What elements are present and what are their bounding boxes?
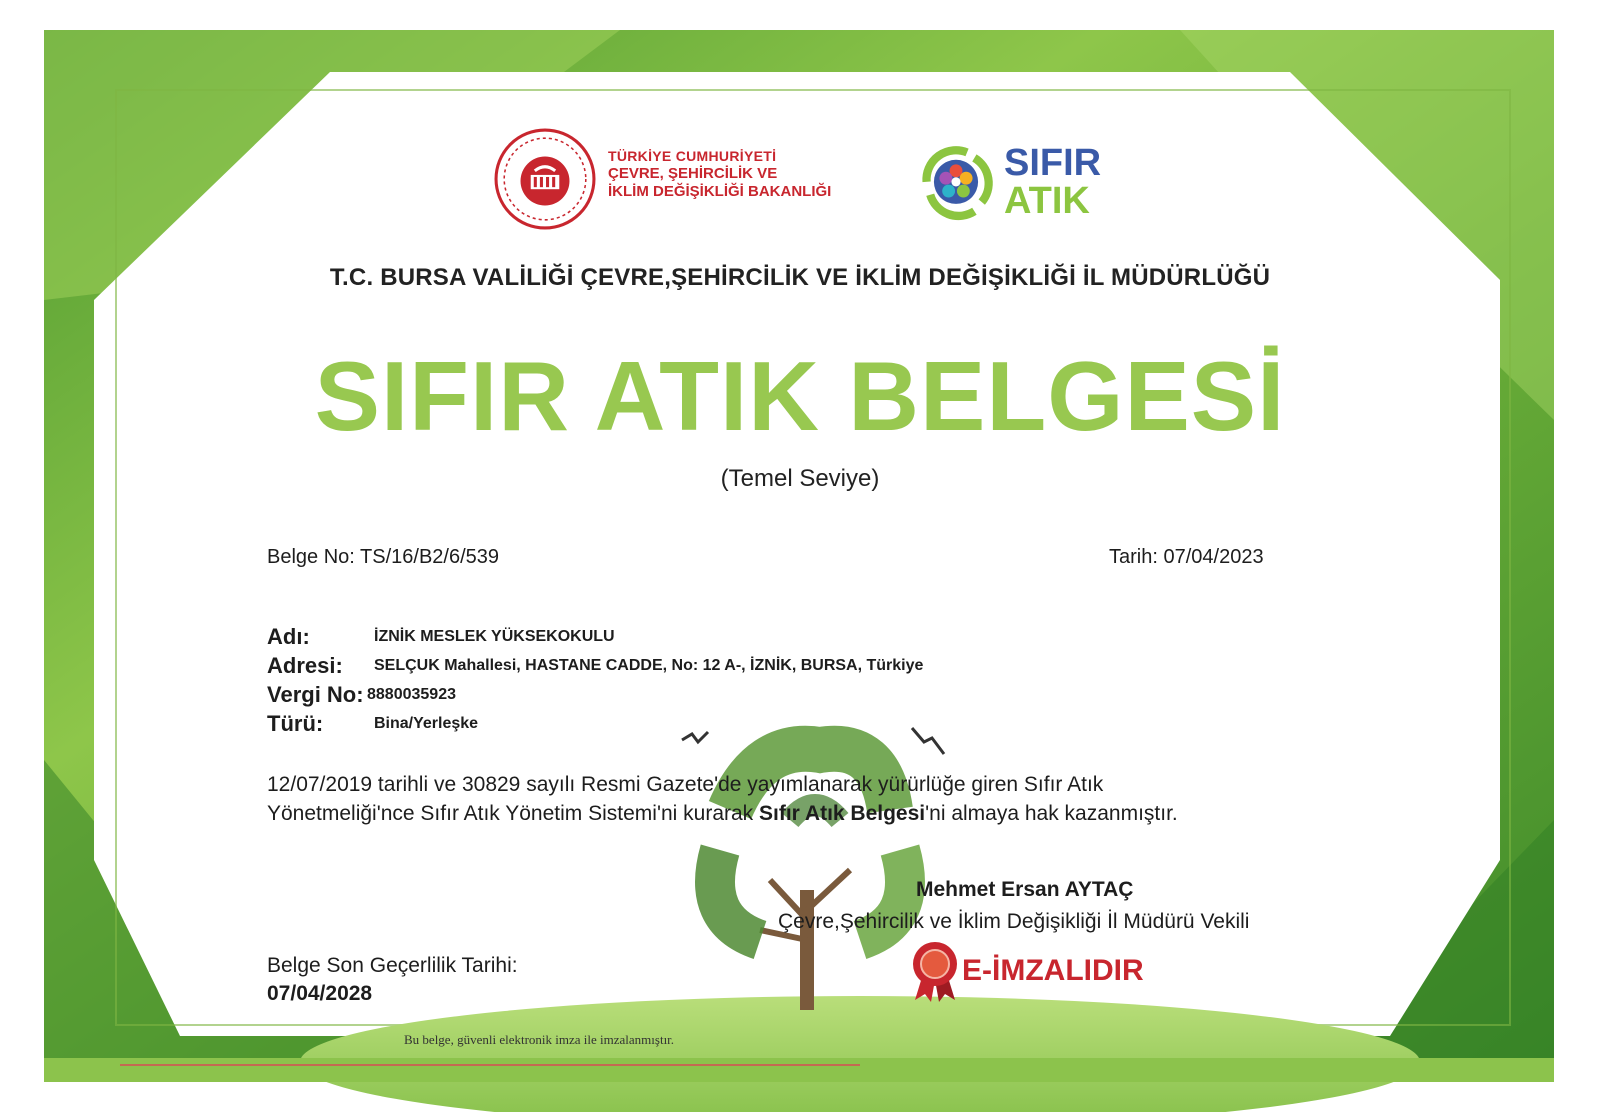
ministry-name-logo-text bbox=[608, 147, 878, 201]
description-text: Yönetmeliği'nce Sıfır Atık Yönetim Sistemi'ni kurarak bbox=[267, 802, 760, 825]
name-label: Adı: bbox=[267, 624, 310, 649]
certificate-level: (Temel Seviye) bbox=[720, 465, 880, 492]
address-value: SELÇUK Mahallesi, HASTANE CADDE, No: 12 A-, İZNİK, BURSA, Türkiye bbox=[374, 657, 924, 674]
type-label: Türü: bbox=[267, 711, 324, 736]
description-text: 'ni almaya hak kazanmıştır. bbox=[925, 802, 1178, 825]
type-value: Bina/Yerleşke bbox=[374, 715, 479, 732]
logo-word: SIFIR bbox=[1004, 142, 1102, 184]
footer-divider bbox=[120, 1064, 860, 1066]
validity-label: Belge Son Geçerlilik Tarihi: bbox=[267, 954, 518, 977]
logo-word: ATIK bbox=[1004, 180, 1090, 222]
description-line bbox=[267, 802, 1178, 826]
tax-number-label: Vergi No: bbox=[267, 682, 364, 707]
sifir-atik-recycle-icon bbox=[910, 134, 1002, 226]
ministry-logo-line: TÜRKİYE CUMHURİYETİ bbox=[608, 148, 777, 164]
description-emphasis: Sıfır Atık Belgesi bbox=[759, 802, 926, 825]
document-number: Belge No: TS/16/B2/6/539 bbox=[267, 546, 500, 568]
sifir-atik-logo-text bbox=[1004, 144, 1101, 220]
tax-number-value: 8880035923 bbox=[367, 686, 456, 703]
e-signature-seal-icon bbox=[909, 940, 961, 1002]
name-value: İZNİK MESLEK YÜKSEKOKULU bbox=[374, 628, 615, 645]
description-line: 12/07/2019 tarihli ve 30829 sayılı Resmi Gazete'de yayımlanarak yürürlüğe giren Sıfır Atık bbox=[267, 773, 1104, 796]
document-date: Tarih: 07/04/2023 bbox=[1109, 546, 1264, 568]
validity-date: 07/04/2028 bbox=[267, 982, 373, 1005]
signer-name: Mehmet Ersan AYTAÇ bbox=[916, 878, 1134, 901]
issuer-title: T.C. BURSA VALİLİĞİ ÇEVRE,ŞEHİRCİLİK VE İKLİM DEĞİŞİKLİĞİ İL MÜDÜRLÜĞÜ bbox=[329, 264, 1271, 291]
ministry-logo-line: İKLİM DEĞİŞİKLİĞİ BAKANLIĞI bbox=[608, 183, 832, 200]
signer-title: Çevre,Şehircilik ve İklim Değişikliği İl Müdürü Vekili bbox=[778, 910, 1250, 933]
footer-note: Bu belge, güvenli elektronik imza ile imzalanmıştır. bbox=[404, 1032, 675, 1047]
certificate-title: SIFIR ATIK BELGESİ bbox=[314, 341, 1286, 451]
address-label: Adresi: bbox=[267, 653, 343, 678]
ministry-logo-line: ÇEVRE, ŞEHİRCİLİK VE bbox=[608, 165, 778, 182]
ministry-seal-icon bbox=[494, 128, 596, 230]
e-signature-label: E-İMZALIDIR bbox=[962, 954, 1144, 987]
